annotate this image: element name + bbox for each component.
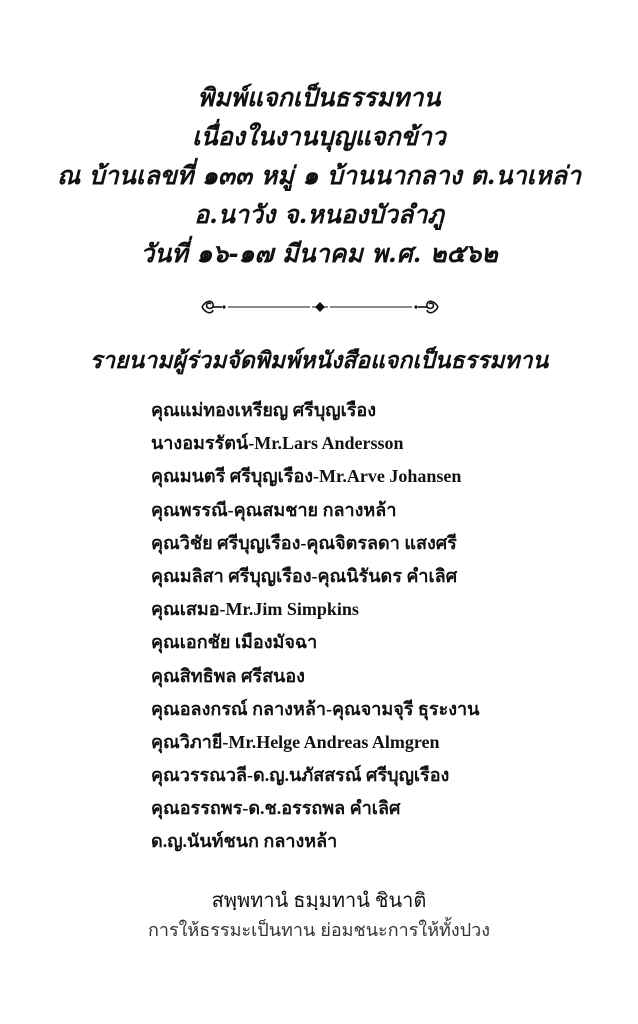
header-occasion: เนื่องในงานบุญแจกข้าว	[192, 122, 446, 151]
list-item: คุณมลิสา ศรีบุญเรือง-คุณนิรันดร คำเลิศ	[151, 565, 458, 586]
header	[0, 78, 638, 273]
list-item: นางอมรรัตน์-Mr.Lars Andersson	[151, 433, 404, 454]
closing	[0, 886, 638, 944]
list-item: คุณสิทธิพล ศรีสนอง	[151, 665, 305, 686]
list-item: คุณพรรณี-คุณสมชาย กลางหล้า	[151, 499, 397, 520]
header-address: ณ บ้านเลขที่ ๑๓๓ หมู่ ๑ บ้านนากลาง ต.นาเหล่า	[57, 161, 581, 190]
list-item: คุณอลงกรณ์ กลางหล้า-คุณจามจุรี ธุระงาน	[151, 698, 480, 719]
list-item: ด.ญ.นันท์ชนก กลางหล้า	[151, 831, 338, 852]
thai-proverb: การให้ธรรมะเป็นทาน ย่อมชนะการให้ทั้งปวง	[147, 920, 491, 940]
list-item: คุณเสมอ-Mr.Jim Simpkins	[151, 599, 359, 620]
header-date: วันที่ ๑๖-๑๗ มีนาคม พ.ศ. ๒๕๖๒	[140, 239, 498, 268]
header-title: พิมพ์แจกเป็นธรรมทาน	[197, 83, 441, 112]
ornamental-divider-icon	[200, 296, 440, 318]
pali-verse: สพฺพทานํ ธมฺมทานํ ชินาติ	[211, 890, 427, 912]
list-item: คุณอรรถพร-ด.ช.อรรถพล คำเลิศ	[151, 798, 401, 819]
list-item: คุณวรรณวลี-ด.ญ.นภัสสรณ์ ศรีบุญเรือง	[151, 765, 450, 786]
list-item: คุณเอกชัย เมืองมัจฉา	[151, 632, 318, 653]
header-district: อ.นาวัง จ.หนองบัวลำภู	[194, 200, 444, 229]
list-item: คุณวิชัย ศรีบุญเรือง-คุณจิตรลดา แสงศรี	[151, 532, 457, 553]
sponsor-list	[151, 394, 479, 859]
list-item: คุณแม่ทองเหรียญ ศรีบุญเรือง	[151, 400, 377, 420]
list-item: คุณมนตรี ศรีบุญเรือง-Mr.Arve Johansen	[151, 466, 462, 487]
list-item: คุณวิภายี-Mr.Helge Andreas Almgren	[151, 731, 440, 752]
section-title: รายนามผู้ร่วมจัดพิมพ์หนังสือแจกเป็นธรรมทาน	[89, 347, 549, 374]
